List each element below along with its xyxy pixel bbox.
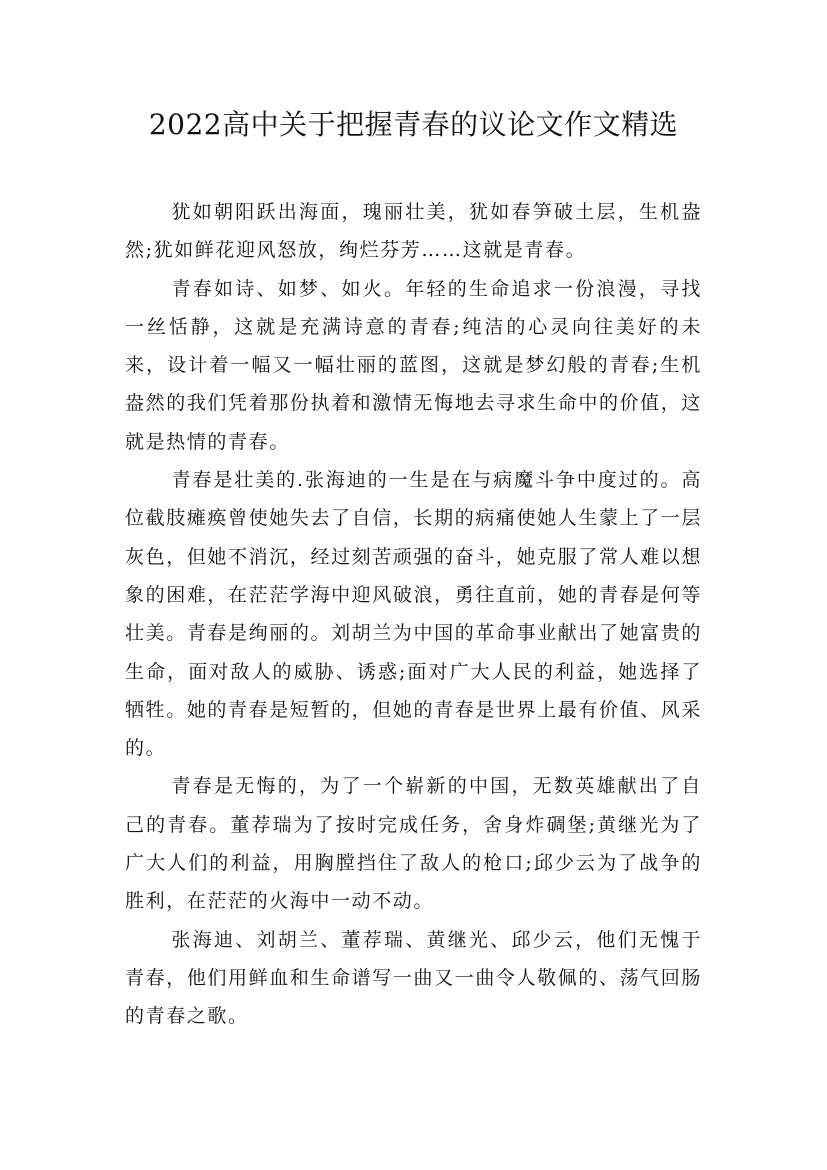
- paragraph-4: 青春是无悔的，为了一个崭新的中国，无数英雄献出了自己的青春。董荐瑞为了按时完成任务，舍身炸碉堡;黄继光为了广大人们的利益，用胸膛挡住了敌人的枪口;邱少云为了战争的胜利，在茫茫的火海中一动不动。: [125, 775, 702, 913]
- document-title: 2022高中关于把握青春的议论文作文精选: [148, 108, 679, 141]
- paragraph-2: 青春如诗、如梦、如火。年轻的生命追求一份浪漫，寻找一丝恬静，这就是充满诗意的青春;纯洁的心灵向往美好的未来，设计着一幅又一幅壮丽的蓝图，这就是梦幻般的青春;生机盎然的我们凭着那份执着和激情无悔地去寻求生命中的价值，这就是热情的青春。: [125, 277, 702, 453]
- paragraph-1: 犹如朝阳跃出海面，瑰丽壮美，犹如春笋破土层，生机盎然;犹如鲜花迎风怒放，绚烂芬芳……这就是青春。: [125, 201, 702, 262]
- document-body: [125, 193, 702, 1036]
- paragraph-5: 张海迪、刘胡兰、董荐瑞、黄继光、邱少云，他们无愧于青春，他们用鲜血和生命谱写一曲又一曲令人敬佩的、荡气回肠的青春之歌。: [125, 928, 702, 1028]
- paragraph-3: 青春是壮美的.张海迪的一生是在与病魔斗争中度过的。高位截肢瘫痪曾使她失去了自信，长期的病痛使她人生蒙上了一层灰色，但她不消沉，经过刻苦顽强的奋斗，她克服了常人难以想象的困难，在茫茫学海中迎风破浪，勇往直前，她的青春是何等壮美。青春是绚丽的。刘胡兰为中国的革命事业献出了她富贵的生命，面对敌人的威胁、诱惑;面对广大人民的利益，她选择了牺牲。她的青春是短暂的，但她的青春是世界上最有价值、风采的。: [125, 469, 702, 760]
